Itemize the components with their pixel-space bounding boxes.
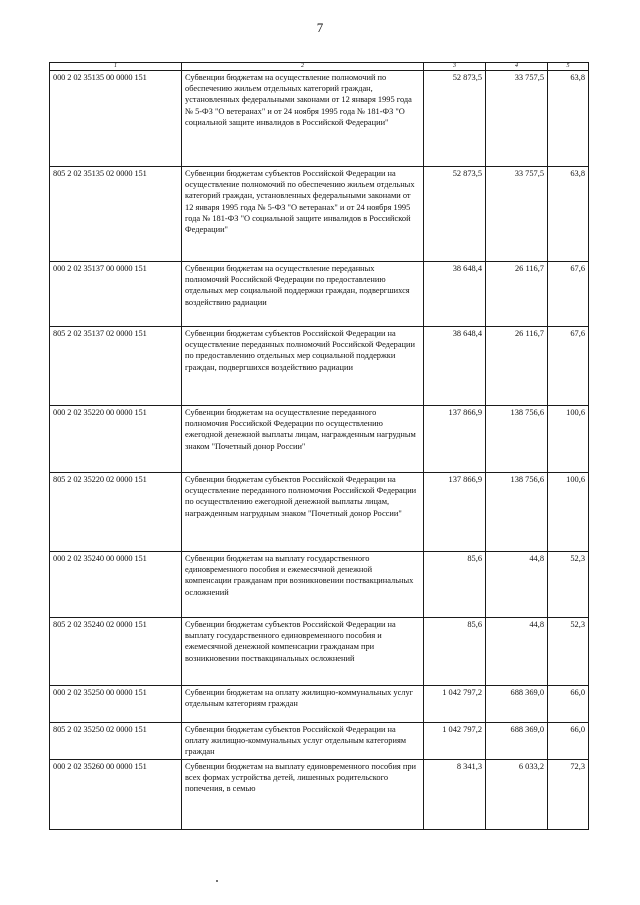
description-cell: Субвенции бюджетам субъектов Российской Федерации на осуществление переданных полномочий Российской Федерации по предоставлению отдельных мер социальной поддержки граждан, подвергшихся воздействию радиации xyxy=(182,327,424,406)
description-cell: Субвенции бюджетам субъектов Российской Федерации на оплату жилищно-коммунальных услуг отдельным категориям граждан xyxy=(182,723,424,760)
budget-code-cell: 805 2 02 35250 02 0000 151 xyxy=(50,723,182,760)
actual-amount-cell: 26 116,7 xyxy=(486,327,548,406)
budget-code-cell: 000 2 02 35220 00 0000 151 xyxy=(50,406,182,473)
column-number-1: 1 xyxy=(50,63,182,71)
table-row xyxy=(50,473,589,552)
description-cell: Субвенции бюджетам субъектов Российской Федерации на выплату государственного единовременного пособия и ежемесячной денежной компенсации гражданам при возникновении поствакцинальных осложнений xyxy=(182,618,424,686)
percent-cell: 63,8 xyxy=(548,71,589,167)
actual-amount-cell: 44,8 xyxy=(486,618,548,686)
table-row xyxy=(50,406,589,473)
budget-code-cell: 805 2 02 35135 02 0000 151 xyxy=(50,167,182,262)
page-number: 7 xyxy=(316,20,324,35)
actual-amount-cell: 33 757,5 xyxy=(486,167,548,262)
table-row xyxy=(50,262,589,327)
budget-code-cell: 000 2 02 35137 00 0000 151 xyxy=(50,262,182,327)
percent-cell: 100,6 xyxy=(548,406,589,473)
planned-amount-cell: 137 866,9 xyxy=(424,406,486,473)
planned-amount-cell: 52 873,5 xyxy=(424,71,486,167)
budget-code-cell: 000 2 02 35135 00 0000 151 xyxy=(50,71,182,167)
budget-code-cell: 000 2 02 35250 00 0000 151 xyxy=(50,686,182,723)
planned-amount-cell: 85,6 xyxy=(424,552,486,618)
budget-code-cell: 805 2 02 35137 02 0000 151 xyxy=(50,327,182,406)
budget-code-cell: 805 2 02 35220 02 0000 151 xyxy=(50,473,182,552)
planned-amount-cell: 8 341,3 xyxy=(424,760,486,830)
description-cell: Субвенции бюджетам субъектов Российской Федерации на осуществление переданного полномочия Российской Федерации по осуществлению ежегодной денежной выплаты лицам, награжденным нагрудным знаком "Почетный донор России" xyxy=(182,473,424,552)
percent-cell: 63,8 xyxy=(548,167,589,262)
budget-code-cell: 805 2 02 35240 02 0000 151 xyxy=(50,618,182,686)
table-row xyxy=(50,723,589,760)
description-cell: Субвенции бюджетам на выплату государственного единовременного пособия и ежемесячной денежной компенсации гражданам при возникновении поствакцинальных осложнений xyxy=(182,552,424,618)
table-row xyxy=(50,71,589,167)
scan-speck xyxy=(216,880,218,882)
planned-amount-cell: 85,6 xyxy=(424,618,486,686)
table-row xyxy=(50,167,589,262)
actual-amount-cell: 6 033,2 xyxy=(486,760,548,830)
description-cell: Субвенции бюджетам на осуществление полномочий по обеспечению жильем отдельных категорий граждан, установленных федеральными законами от 12 января 1995 года № 5-ФЗ "О ветеранах" и от 24 ноября 1995 года № 181-ФЗ "О социальной защите инвалидов в Российской Федерации" xyxy=(182,71,424,167)
actual-amount-cell: 26 116,7 xyxy=(486,262,548,327)
column-number-2: 2 xyxy=(182,63,424,71)
percent-cell: 52,3 xyxy=(548,552,589,618)
actual-amount-cell: 33 757,5 xyxy=(486,71,548,167)
planned-amount-cell: 38 648,4 xyxy=(424,262,486,327)
percent-cell: 52,3 xyxy=(548,618,589,686)
planned-amount-cell: 1 042 797,2 xyxy=(424,686,486,723)
planned-amount-cell: 38 648,4 xyxy=(424,327,486,406)
table-row xyxy=(50,618,589,686)
description-cell: Субвенции бюджетам на осуществление переданного полномочия Российской Федерации по осуществлению ежегодной денежной выплаты лицам, награжденным нагрудным знаком "Почетный донор России" xyxy=(182,406,424,473)
percent-cell: 72,3 xyxy=(548,760,589,830)
percent-cell: 66,0 xyxy=(548,723,589,760)
actual-amount-cell: 138 756,6 xyxy=(486,473,548,552)
budget-table xyxy=(49,62,589,830)
planned-amount-cell: 52 873,5 xyxy=(424,167,486,262)
description-cell: Субвенции бюджетам на осуществление переданных полномочий Российской Федерации по предоставлению отдельных мер социальной поддержки граждан, подвергшихся воздействию радиации xyxy=(182,262,424,327)
actual-amount-cell: 688 369,0 xyxy=(486,723,548,760)
budget-code-cell: 000 2 02 35240 00 0000 151 xyxy=(50,552,182,618)
description-cell: Субвенции бюджетам субъектов Российской Федерации на осуществление полномочий по обеспечению жильем отдельных категорий граждан, установленных федеральными законами от 12 января 1995 года № 5-ФЗ "О ветеранах" и от 24 ноября 1995 года № 181-ФЗ "О социальной защите инвалидов в Российской Федерации" xyxy=(182,167,424,262)
table-row xyxy=(50,686,589,723)
description-cell: Субвенции бюджетам на оплату жилищно-коммунальных услуг отдельным категориям граждан xyxy=(182,686,424,723)
actual-amount-cell: 44,8 xyxy=(486,552,548,618)
column-number-3: 3 xyxy=(424,63,486,71)
percent-cell: 66,0 xyxy=(548,686,589,723)
actual-amount-cell: 138 756,6 xyxy=(486,406,548,473)
budget-code-cell: 000 2 02 35260 00 0000 151 xyxy=(50,760,182,830)
table-row xyxy=(50,552,589,618)
table-header-row xyxy=(50,63,589,71)
percent-cell: 67,6 xyxy=(548,262,589,327)
table-row xyxy=(50,327,589,406)
column-number-5: 5 xyxy=(548,63,589,71)
planned-amount-cell: 1 042 797,2 xyxy=(424,723,486,760)
percent-cell: 100,6 xyxy=(548,473,589,552)
planned-amount-cell: 137 866,9 xyxy=(424,473,486,552)
percent-cell: 67,6 xyxy=(548,327,589,406)
actual-amount-cell: 688 369,0 xyxy=(486,686,548,723)
column-number-4: 4 xyxy=(486,63,548,71)
description-cell: Субвенции бюджетам на выплату единовременного пособия при всех формах устройства детей, лишенных родительского попечения, в семью xyxy=(182,760,424,830)
table-row xyxy=(50,760,589,830)
